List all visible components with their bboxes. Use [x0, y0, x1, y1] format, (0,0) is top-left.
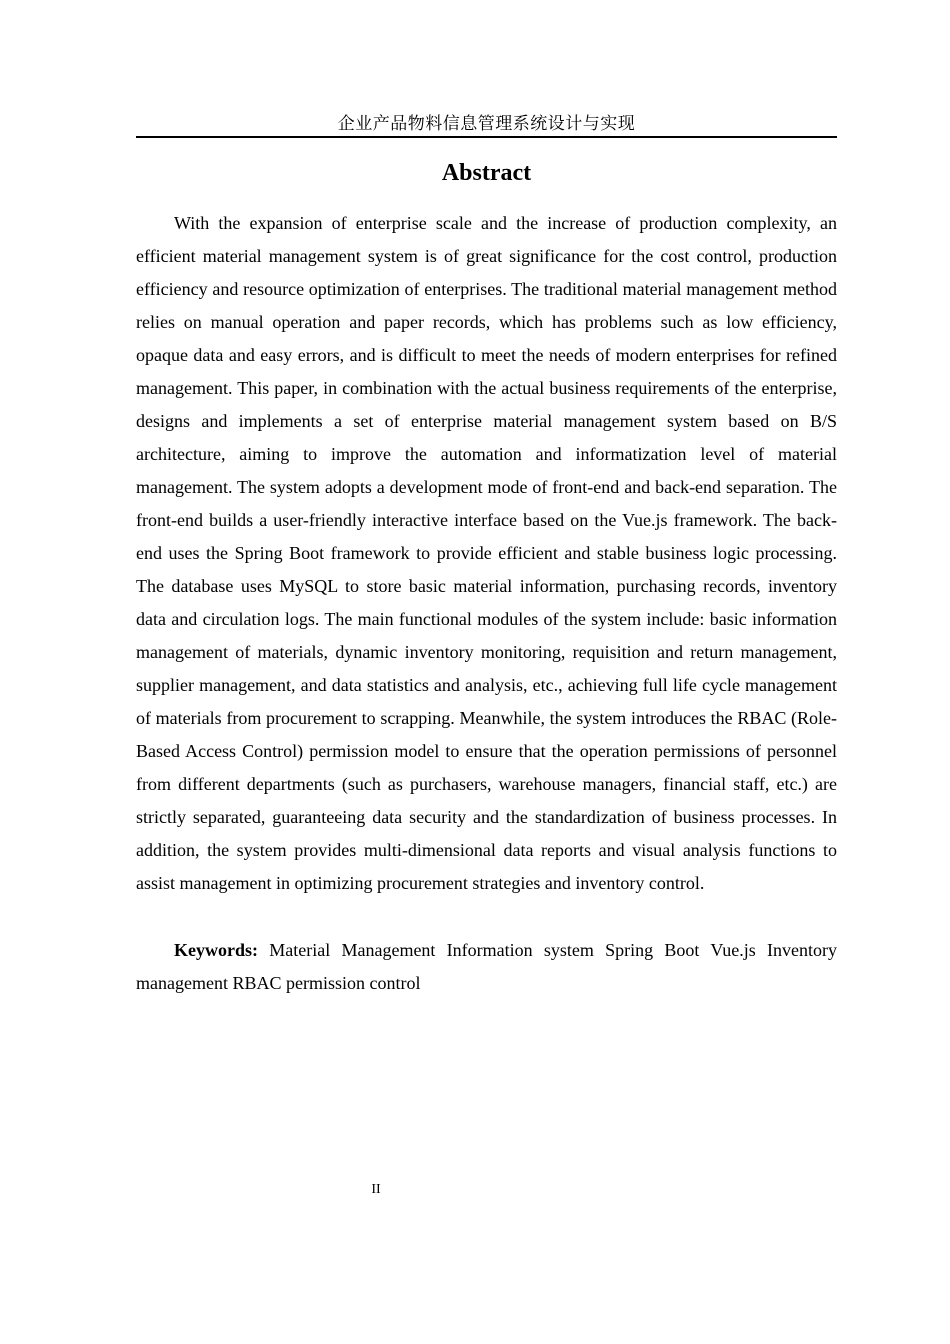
- keywords-paragraph: [136, 934, 837, 1000]
- keywords-label: Keywords:: [174, 940, 258, 960]
- page-number: II: [371, 1182, 381, 1197]
- keywords-text: Material Management Information system Spring Boot Vue.js Inventory management RBAC permission control: [136, 940, 837, 993]
- abstract-title: Abstract: [441, 160, 532, 186]
- running-header: 企业产品物料信息管理系统设计与实现: [337, 114, 636, 134]
- header-rule: [136, 136, 837, 138]
- abstract-body: With the expansion of enterprise scale and the increase of production complexity, an efficient material management system is of great significance for the cost control, production efficiency and resource optimization of enterprises. The traditional material management method relies on manual operation and paper records, which has problems such as low efficiency, opaque data and easy errors, and is difficult to meet the needs of modern enterprises for refined management. This paper, in combination with the actual business requirements of the enterprise, designs and implements a set of enterprise material management system based on B/S architecture, aiming to improve the automation and informatization level of material management. The system adopts a development mode of front-end and back-end separation. The front-end builds a user-friendly interactive interface based on the Vue.js framework. The back-end uses the Spring Boot framework to provide efficient and stable business logic processing. The database uses MySQL to store basic material information, purchasing records, inventory data and circulation logs. The main functional modules of the system include: basic information management of materials, dynamic inventory monitoring, requisition and return management, supplier management, and data statistics and analysis, etc., achieving full life cycle management of materials from procurement to scrapping. Meanwhile, the system introduces the RBAC (Role-Based Access Control) permission model to ensure that the operation permissions of personnel from different departments (such as purchasers, warehouse managers, financial staff, etc.) are strictly separated, guaranteeing data security and the standardization of business processes. In addition, the system provides multi-dimensional data reports and visual analysis functions to assist management in optimizing procurement strategies and inventory control.: [136, 213, 837, 893]
